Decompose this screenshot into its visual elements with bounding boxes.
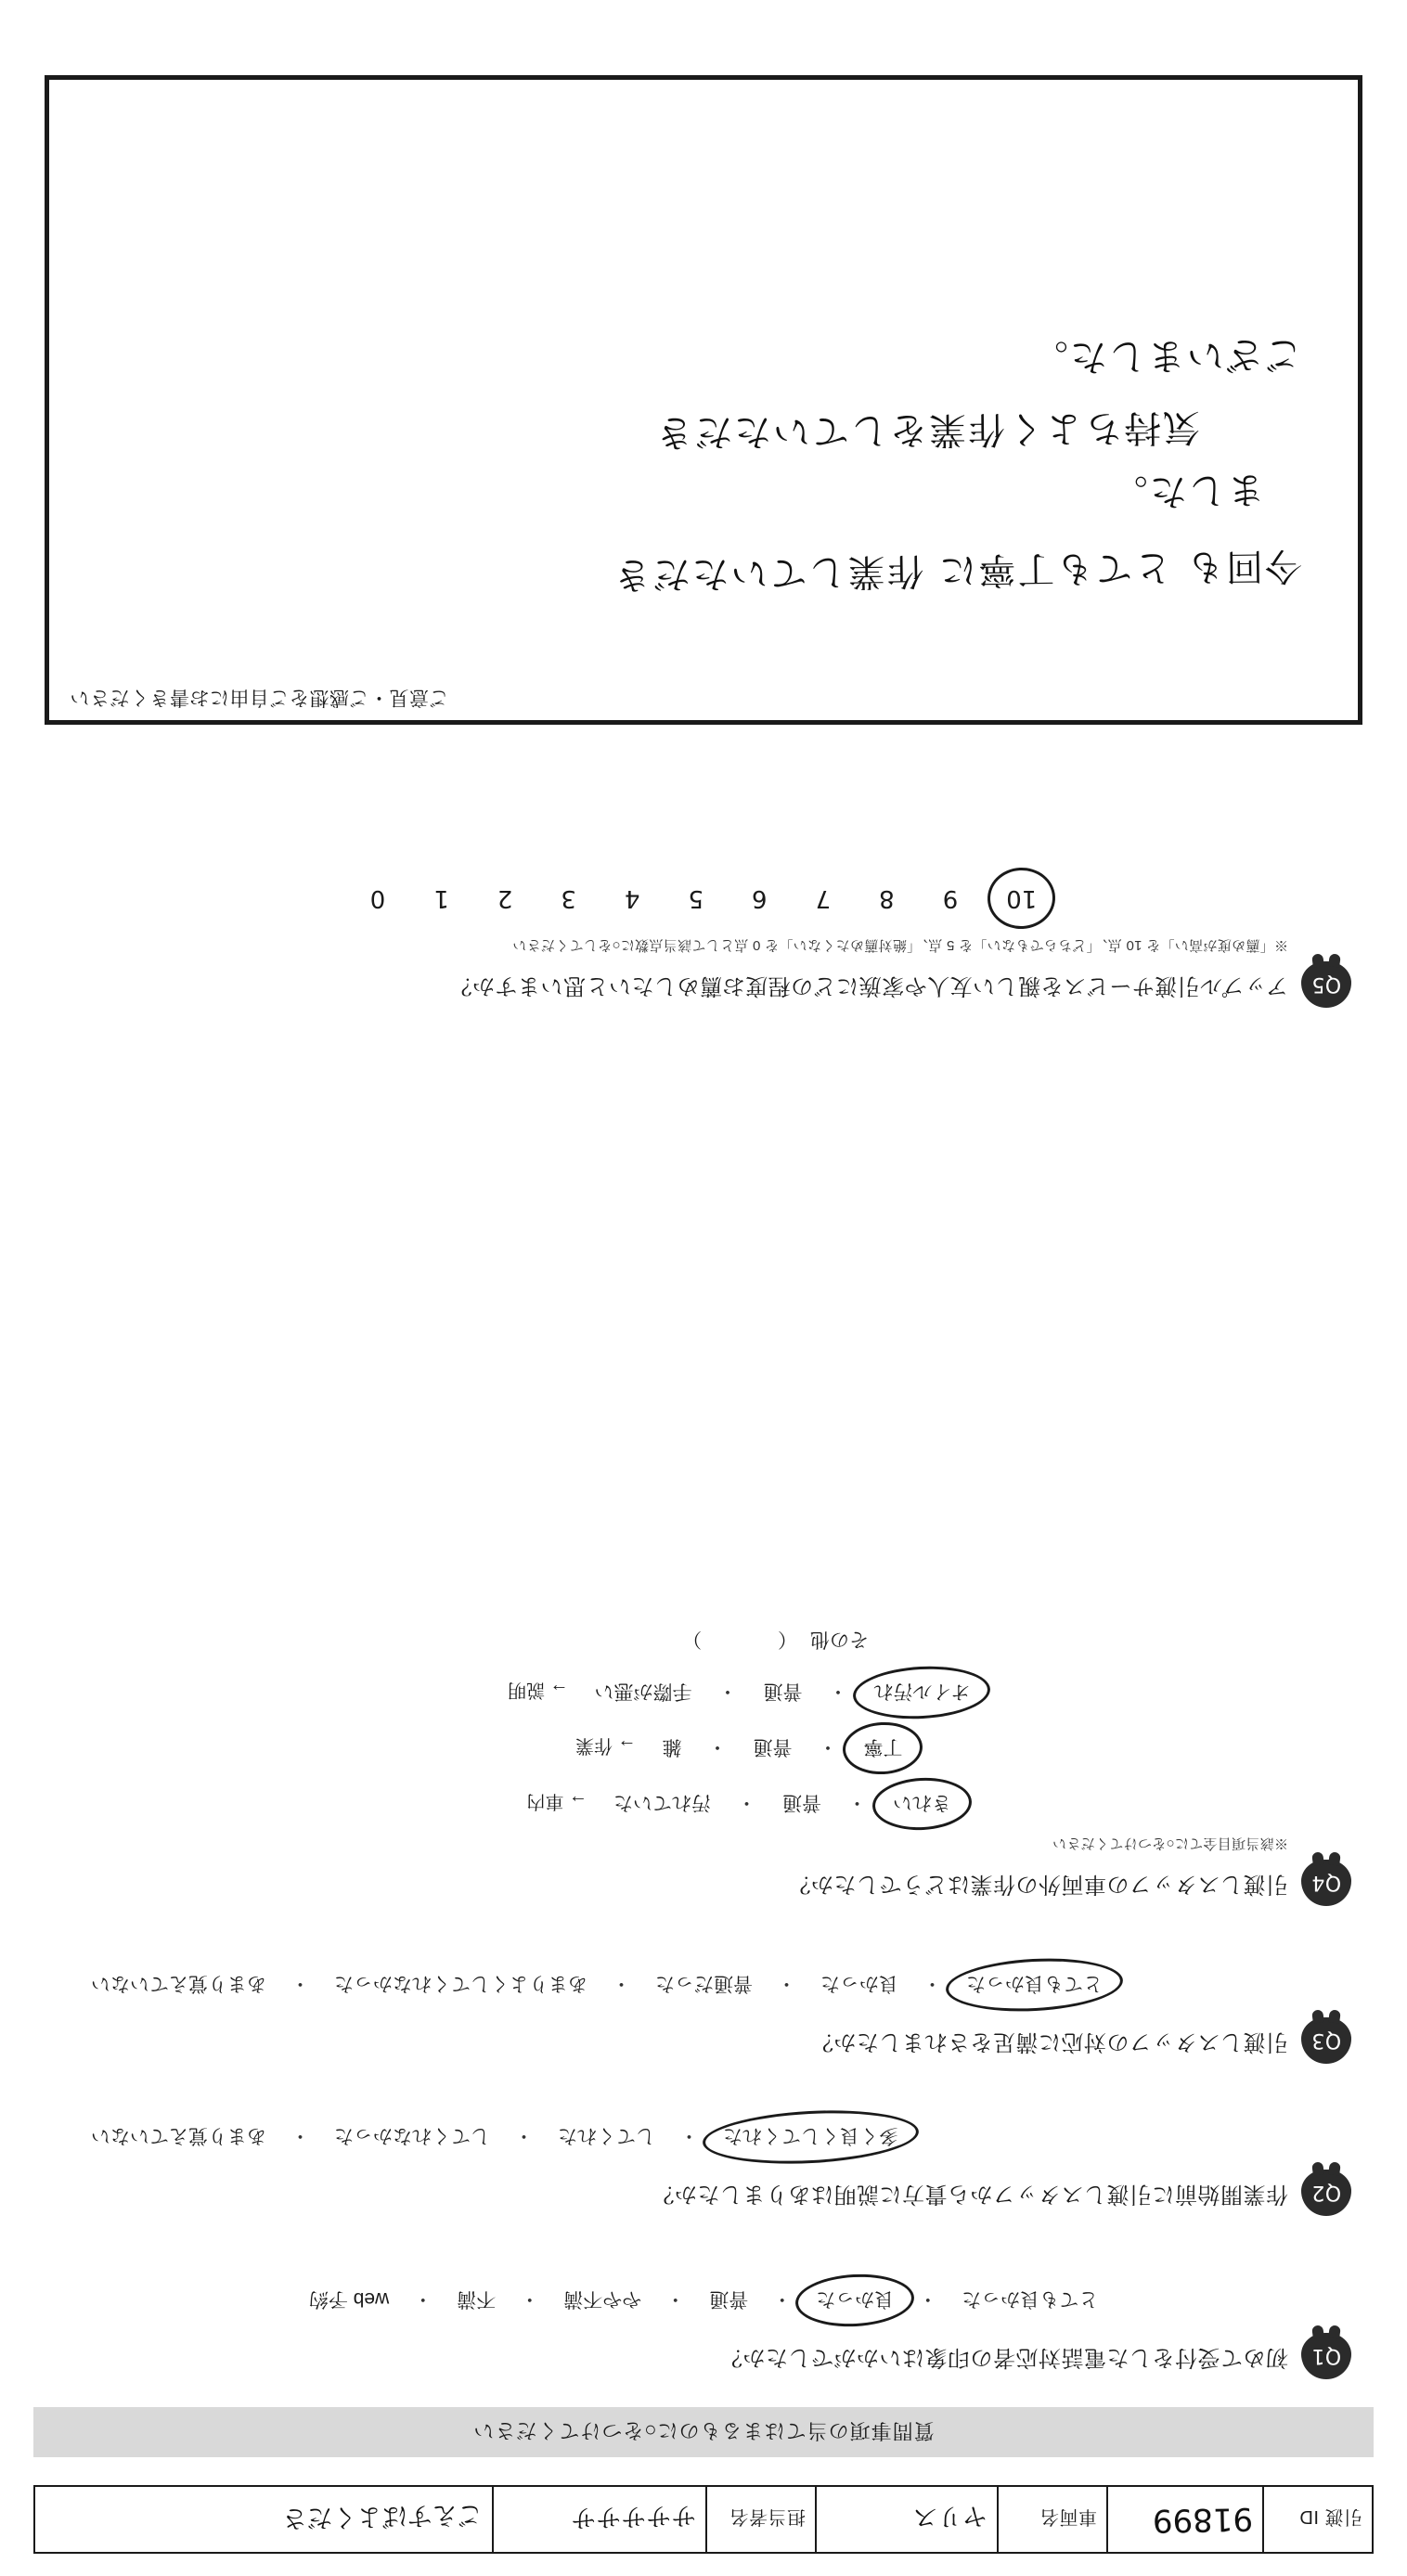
question-text-q2: 作業開始前に引渡しスタッフから貴方に説明はありましたか？: [652, 2182, 1288, 2207]
question-badge-q1: Q1: [1301, 2333, 1351, 2379]
handover-id-value: [1108, 2485, 1264, 2554]
scale-option-6[interactable]: 6: [752, 884, 768, 912]
matrix-row: [56, 1786, 1351, 1822]
question-badge-q4: Q4: [1301, 1860, 1351, 1906]
car-name-handwriting: ヤリス: [912, 2501, 988, 2532]
other-option-label: その他: [810, 1629, 869, 1650]
matrix-row: [56, 1731, 1351, 1766]
option-q2-2[interactable]: してくれなかった: [334, 2125, 490, 2146]
other-option-input[interactable]: （ ）: [647, 1629, 797, 1650]
other-option-row-q4: [56, 1627, 1351, 1655]
question-text-q5: アップル引渡サービスを親しい友人や家族にどの程度お薦めしたいと思いますか？: [449, 973, 1288, 998]
option-q1-4[interactable]: 不満: [457, 2288, 497, 2310]
option-separator: ・: [737, 1792, 756, 1813]
question-badge-q5: Q5: [1301, 961, 1351, 1008]
option-separator: ・: [918, 2288, 938, 2310]
option-separator: ・: [772, 2288, 793, 2310]
question-q4: [56, 1627, 1351, 1906]
option-separator: ・: [679, 2125, 699, 2146]
comment-line-3: ございました。: [1028, 331, 1303, 380]
option-separator: ・: [413, 2288, 433, 2310]
option-separator: ・: [520, 2288, 540, 2310]
header-free-note: [33, 2485, 494, 2554]
question-q2: [56, 2119, 1351, 2216]
staff-name-label: 担当者名: [707, 2485, 817, 2554]
option-q4-r2-right[interactable]: 手際が悪い: [594, 1681, 692, 1702]
staff-name-value: [494, 2485, 707, 2554]
option-q4-r1-left[interactable]: 丁寧: [857, 1731, 910, 1766]
option-q3-0[interactable]: とても良かった: [959, 1967, 1110, 2003]
handover-id-handwriting: 91899: [1152, 2499, 1254, 2540]
comment-line-2: 気持ちよく作業をしていただき: [653, 405, 1201, 454]
scale-row-q5: [56, 879, 1351, 918]
question-q3: [56, 1967, 1351, 2064]
scale-option-10[interactable]: 10: [1002, 879, 1040, 918]
option-q4-r0-left[interactable]: きれい: [885, 1786, 959, 1822]
car-name-label: 車両名: [999, 2485, 1108, 2554]
scale-option-5[interactable]: 5: [688, 884, 704, 912]
question-note-q4: ※該当項目全てに○をつけてください: [1052, 1835, 1288, 1851]
comment-box-label: ご意見・ご感想をご自由にお書きください: [70, 687, 449, 708]
question-text-q1: 初めて受付をした電話対応者の印象はいかがでしたか？: [719, 2345, 1288, 2370]
option-q2-0[interactable]: 多く良くしてくれた: [716, 2119, 906, 2155]
scale-option-1[interactable]: 1: [433, 884, 449, 912]
options-q2: [56, 2119, 1351, 2155]
option-q2-3[interactable]: あまり覚えていない: [91, 2125, 266, 2146]
option-separator: ・: [923, 1973, 942, 1994]
matrix-row-label-0: → 車内: [526, 1791, 587, 1812]
option-q1-0[interactable]: とても良かった: [962, 2288, 1099, 2310]
question-badge-q3: Q3: [1301, 2017, 1351, 2064]
option-separator: ・: [290, 2125, 310, 2146]
instruction-bar: 質問事項の当てはまるものに○をつけてください: [33, 2407, 1374, 2457]
comment-handwriting: [105, 327, 1302, 609]
scale-option-4[interactable]: 4: [624, 884, 640, 912]
matrix-row-label-2: → 説明: [507, 1680, 569, 1701]
matrix-row: [56, 1675, 1351, 1710]
question-note-q5: ※「薦め度が高い」を 10 点、「どちらでもない」を 5 点、「絶対薦めたくない」を 0 点として該当点数に○をしてください: [512, 937, 1288, 953]
option-q4-r0-right[interactable]: 汚れていた: [613, 1792, 711, 1813]
option-q4-r2-mid[interactable]: 普通: [763, 1681, 803, 1702]
matrix-q4: [56, 1675, 1351, 1822]
scale-option-2[interactable]: 2: [497, 884, 513, 912]
scale-option-7[interactable]: 7: [815, 884, 832, 912]
option-q4-r2-left[interactable]: オイル汚れ: [867, 1675, 978, 1710]
scale-option-9[interactable]: 9: [942, 884, 959, 912]
staff-name-handwriting: サササササ: [570, 2501, 697, 2532]
handover-id-label: 引渡 ID: [1264, 2485, 1374, 2554]
options-q1: [56, 2283, 1351, 2318]
option-q1-1[interactable]: 良かった: [808, 2283, 901, 2318]
option-separator: ・: [717, 1681, 738, 1702]
scale-option-0[interactable]: 0: [369, 884, 386, 912]
option-separator: ・: [665, 2288, 686, 2310]
option-separator: ・: [777, 1973, 796, 1994]
header-free-note-handwriting: ごえすばよくださ: [281, 2500, 484, 2533]
option-separator: ・: [514, 2125, 534, 2146]
option-separator: ・: [828, 1681, 848, 1702]
option-q4-r1-mid[interactable]: 普通: [753, 1736, 793, 1758]
options-q3: [56, 1967, 1351, 2003]
question-q1: [56, 2283, 1351, 2379]
matrix-row-label-1: → 作業: [574, 1735, 637, 1757]
option-q1-3[interactable]: やや不満: [563, 2288, 642, 2310]
option-separator: ・: [290, 1973, 310, 1994]
comment-box[interactable]: [45, 75, 1362, 725]
header-row: [33, 2485, 1374, 2554]
scale-option-8[interactable]: 8: [879, 884, 895, 912]
comment-line-0: 今回も とても丁寧に 作業していただき: [612, 543, 1303, 597]
question-badge-q2: Q2: [1301, 2170, 1351, 2216]
comment-line-1: ました。: [1108, 467, 1266, 514]
option-q3-4[interactable]: あまり覚えていない: [91, 1973, 266, 1994]
option-q4-r0-mid[interactable]: 普通: [782, 1792, 821, 1813]
question-text-q4: 引渡しスタッフの車両外の作業はどうでしたか？: [788, 1872, 1288, 1897]
option-q1-2[interactable]: 普通: [709, 2288, 749, 2310]
option-q2-1[interactable]: してくれた: [558, 2125, 655, 2146]
question-text-q3: 引渡しスタッフの対応に満足をされましたか？: [810, 2029, 1288, 2054]
scale-option-3[interactable]: 3: [561, 884, 576, 912]
option-separator: ・: [612, 1973, 631, 1994]
option-q3-1[interactable]: 良かった: [820, 1973, 898, 1994]
question-q5: [56, 879, 1351, 1008]
option-q3-3[interactable]: あまりよくしてくれなかった: [334, 1973, 587, 1994]
option-separator: ・: [707, 1736, 728, 1758]
option-q4-r1-right[interactable]: 雑: [662, 1736, 682, 1758]
option-separator: ・: [818, 1736, 838, 1758]
car-name-value: [817, 2485, 999, 2554]
option-q3-2[interactable]: 普通だった: [655, 1973, 753, 1994]
option-q1-5[interactable]: web 予約: [308, 2288, 390, 2310]
option-separator: ・: [847, 1792, 867, 1813]
